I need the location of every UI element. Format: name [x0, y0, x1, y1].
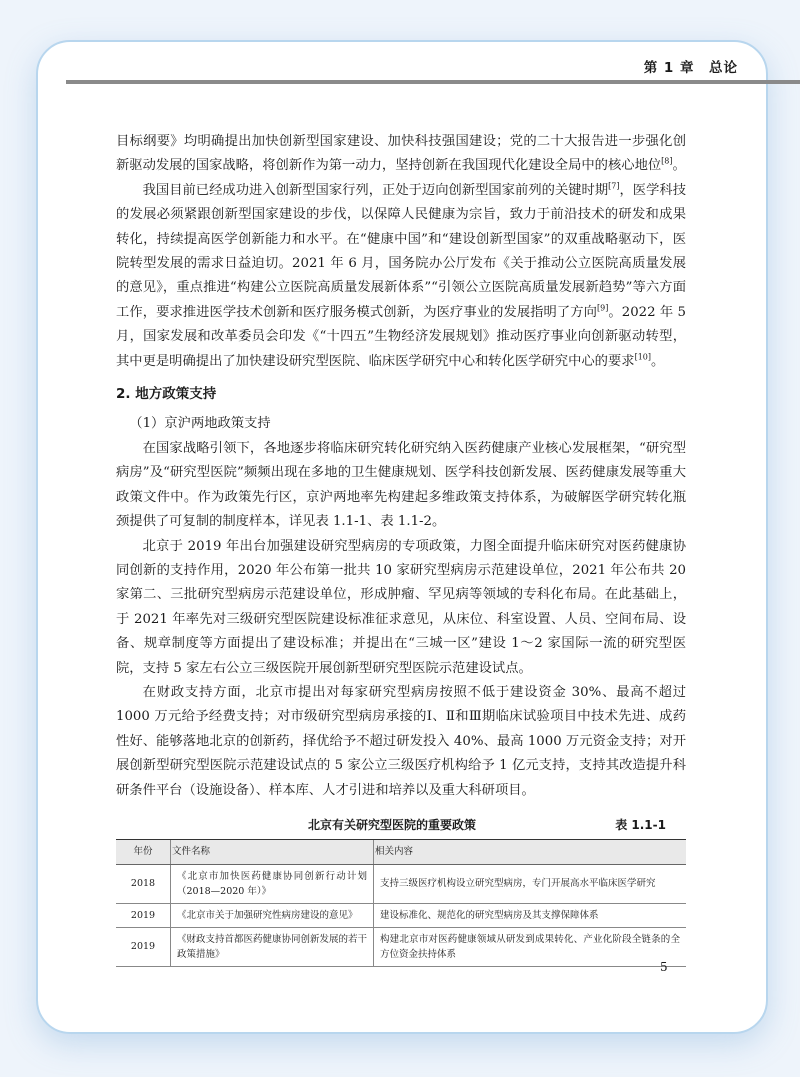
table-row [116, 927, 686, 966]
cell-file: 《北京市关于加强研究性病房建设的意见》 [171, 903, 374, 927]
section-heading: 2. 地方政策支持 [116, 386, 217, 403]
cell-year: 2019 [116, 903, 171, 927]
citation-8: [8] [661, 156, 673, 166]
column-header-file: 文件名称 [171, 839, 374, 864]
citation-7: [7] [608, 181, 620, 191]
table-header-row [116, 839, 686, 864]
page-body [116, 130, 686, 967]
cell-file: 《财政支持首都医药健康协同创新发展的若干政策措施》 [171, 927, 374, 966]
cell-content: 支持三级医疗机构设立研究型病房，专门开展高水平临床医学研究 [374, 864, 687, 903]
header-rule [66, 80, 800, 84]
table-row [116, 864, 686, 903]
cell-year: 2019 [116, 927, 171, 966]
citation-10: [10] [634, 352, 651, 362]
policy-table [116, 839, 686, 967]
paragraph-3: 在国家战略引领下，各地逐步将临床研究转化研究纳入医药健康产业核心发展框架，“研究型病房”及“研究型医院”频频出现在多地的卫生健康规划、医学科技创新发展、医药健康发展等重大政策文件中。作为政策先行区，京沪两地率先构建起多维政策支持体系，为破解医学研究转化瓶颈提供了可复制的制度样本，详见表 1.1-1、表 1.1-2。 [116, 440, 686, 530]
table-number: 表 1.1-1 [615, 817, 666, 832]
paragraph-1: 目标纲要》均明确提出加快创新型国家建设、加快科技强国建设；党的二十大报告进一步强化创新驱动发展的国家战略，将创新作为第一动力，坚持创新在我国现代化建设全局中的核心地位[8]。 [116, 134, 686, 174]
paragraph-2: 我国目前已经成功进入创新型国家行列，正处于迈向创新型国家前列的关键时期[7]，医学科技的发展必须紧跟创新型国家建设的步伐，以保障人民健康为宗旨，致力于前沿技术的研发和成果转化，持续提高医学创新能力和水平。在“健康中国”和“建设创新型国家”的双重战略驱动下，医院转型发展的需求日益迫切。2021 年 6 月，国务院办公厅发布《关于推动公立医院高质量发展的意见》，重点推进“构建公立医院高质量发展新体系”“引领公立医院高质量发展新趋势”等六方面工作，要求推进医学技术创新和医疗服务模式创新，为医疗事业的发展指明了方向[9]。2022 年 5 月，国家发展和改革委员会印发《“十四五”生物经济发展规划》推动医疗事业向创新驱动转型，其中更是明确提出了加快建设研究型医院、临床医学研究中心和转化医学研究中心的要求[10]。 [116, 181, 687, 369]
subsection-heading: （1）京沪两地政策支持 [129, 416, 271, 432]
chapter-title: 第 1 章 总论 [643, 60, 738, 76]
paragraph-4: 北京于 2019 年出台加强建设研究型病房的专项政策，力图全面提升临床研究对医药健康协同创新的支持作用，2020 年公布第一批共 10 家研究型病房示范建设单位，2021 年公布共 20 家第二、三批研究型病房示范建设单位，形成肿瘤、罕见病等领域的专科化布局。在此基础上，于 2021 年率先对三级研究型医院建设标准征求意见，从床位、科室设置、人员、空间布局、设备、规章制度等方面提出了建设标准；并提出在“三城一区”建设 1～2 家国际一流的研究型医院，支持 5 家左右公立三级医院开展创新型研究型医院示范建设试点。 [116, 538, 686, 676]
running-header [66, 56, 800, 82]
column-header-content: 相关内容 [374, 839, 687, 864]
cell-file: 《北京市加快医药健康协同创新行动计划（2018—2020 年）》 [171, 864, 374, 903]
cell-content: 建设标准化、规范化的研究型病房及其支撑保障体系 [374, 903, 687, 927]
table-caption [116, 813, 686, 835]
cell-content: 构建北京市对医药健康领域从研发到成果转化、产业化阶段全链条的全方位资金扶持体系 [374, 927, 687, 966]
citation-9: [9] [596, 303, 609, 313]
cell-year: 2018 [116, 864, 171, 903]
column-header-year: 年份 [116, 839, 171, 864]
table-title: 北京有关研究型医院的重要政策 [308, 817, 477, 832]
page-number: 5 [660, 960, 668, 974]
table-row [116, 903, 686, 927]
paragraph-5: 在财政支持方面，北京市提出对每家研究型病房按照不低于建设资金 30%、最高不超过 1000 万元给予经费支持；对市级研究型病房承接的Ⅰ、Ⅱ和Ⅲ期临床试验项目中技术先进、成药性好、能够落地北京的创新药，择优给予不超过研发投入 40%、最高 1000 万元资金支持；对开展创新型研究型医院示范建设试点的 5 家公立三级医疗机构给予 1 亿元支持，支持其改造提升科研条件平台（设施设备）、样本库、人才引进和培养以及重大科研项目。 [116, 684, 686, 798]
